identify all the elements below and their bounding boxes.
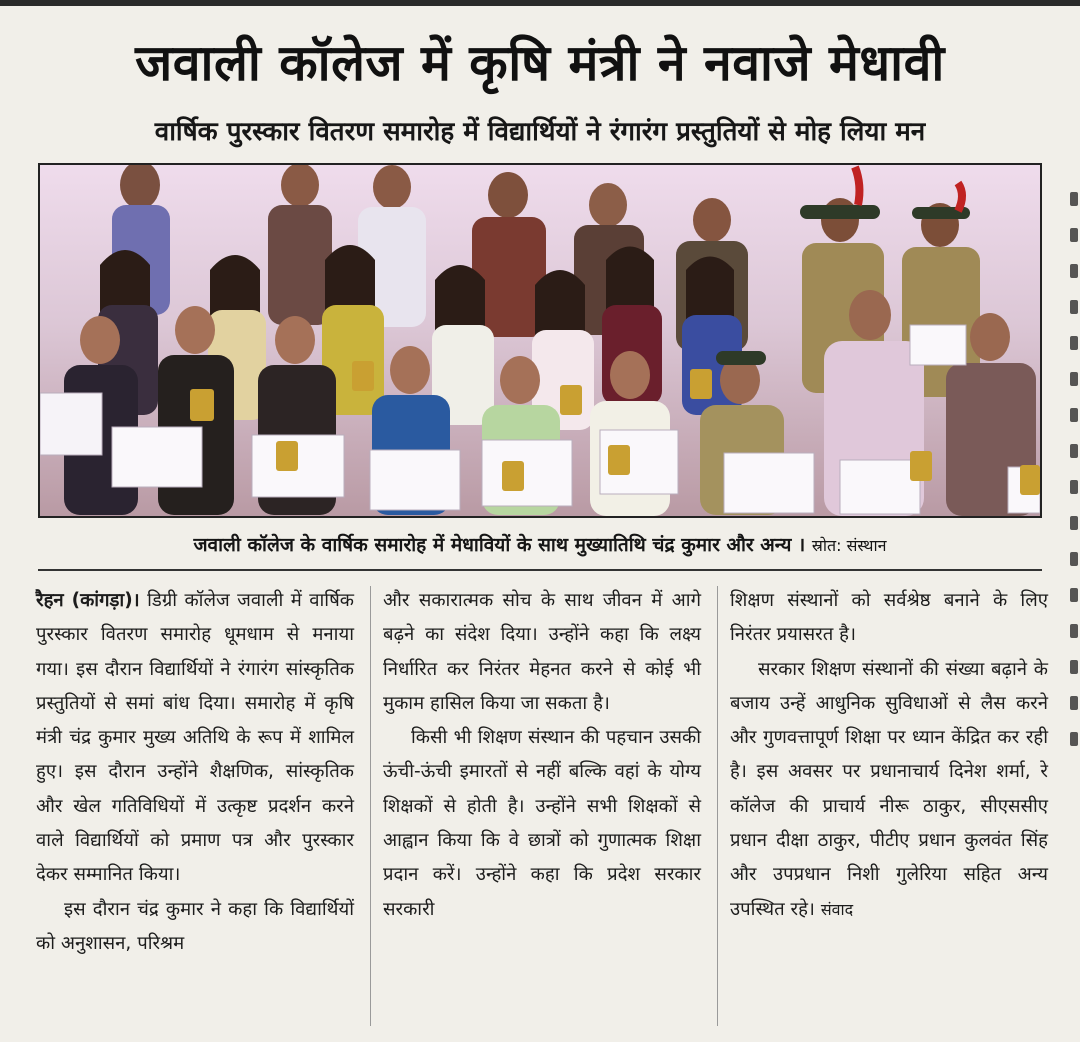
column-3-paragraph-1: शिक्षण संस्थानों को सर्वश्रेष्ठ बनाने के लिए निरंतर प्रयासरत है।	[730, 590, 1048, 646]
column-3-paragraph-2	[730, 653, 1048, 927]
plume-left	[855, 167, 859, 205]
column-divider-2	[717, 586, 718, 1026]
column-1-paragraph-1	[36, 584, 354, 893]
dateline: रैहन (कांगड़ा)।	[36, 590, 140, 611]
caption-text: जवाली कॉलेज के वार्षिक समारोह में मेधावियों के साथ मुख्यातिथि चंद्र कुमार और अन्य ।	[193, 534, 806, 556]
column-1-paragraph-2: इस दौरान चंद्र कुमार ने कहा कि विद्यार्थियों को अनुशासन, परिश्रम	[36, 898, 354, 954]
article-column-3	[730, 584, 1048, 927]
photo-caption	[38, 528, 1042, 571]
column-3-text-2: सरकार शिक्षण संस्थानों की संख्या बढ़ाने के बजाय उन्हें आधुनिक सुविधाओं से लैस करने और गुणवत्तापूर्ण शिक्षा पर ध्यान केंद्रित कर रही है। इस अवसर पर प्रधानाचार्य दिनेश शर्मा, रे कॉलेज की प्राचार्य नीरू ठाकुर, सीएससीए प्रधान दीक्षा ठाकुर, पीटीए प्रधान कुलवंत सिंह और उपप्रधान निशी गुलेरिया सहित अन्य उपस्थित रहे।	[730, 658, 1048, 920]
plume-right	[958, 183, 962, 211]
column-2-paragraph-1: और सकारात्मक सोच के साथ जीवन में आगे बढ़ने का संदेश दिया। उन्होंने कहा कि लक्ष्य निर्धारित कर निरंतर मेहनत करने से कोई भी मुकाम हासिल किया जा सकता है।	[383, 590, 701, 714]
column-1-text-1: डिग्री कॉलेज जवाली में वार्षिक पुरस्कार वितरण समारोह धूमधाम से मनाया गया। इस दौरान विद्यार्थियों ने रंगारंग सांस्कृतिक प्रस्तुतियों से समां बांध दिया। समारोह में कृषि मंत्री चंद्र कुमार मुख्य अतिथि के रूप में शामिल हुए। इस दौरान उन्होंने शैक्षणिक, सांस्कृतिक और खेल गतिविधियों में उत्कृष्ट प्रदर्शन करने वाले विद्यार्थियों को प्रमाण पत्र और पुरस्कार देकर सम्मानित किया।	[36, 590, 355, 886]
subheadline: वार्षिक पुरस्कार वितरण समारोह में विद्यार्थियों ने रंगारंग प्रस्तुतियों से मोह लिया मन	[154, 117, 926, 147]
headline: जवाली कॉलेज में कृषि मंत्री ने नवाजे मेधावी	[135, 34, 945, 92]
photo-illustration	[40, 165, 1040, 516]
byline: संवाद	[820, 899, 854, 919]
article-column-2	[383, 584, 701, 927]
column-2-paragraph-2: किसी भी शिक्षण संस्थान की पहचान उसकी ऊंची-ऊंची इमारतों से नहीं बल्कि वहां के योग्य शिक्षकों से होती है। उन्होंने सभी शिक्षकों से आह्वान किया कि वे छात्रों को गुणात्मक शिक्षा प्रदान करें। उन्होंने कहा कि प्रदेश सरकार सरकारी	[383, 727, 701, 920]
article-column-1	[36, 584, 354, 961]
adjacent-page-edge	[1066, 170, 1080, 1030]
caption-source: स्रोत: संस्थान	[811, 536, 887, 555]
column-divider-1	[370, 586, 371, 1026]
page-top-strip	[0, 0, 1080, 6]
news-photo	[38, 163, 1042, 518]
